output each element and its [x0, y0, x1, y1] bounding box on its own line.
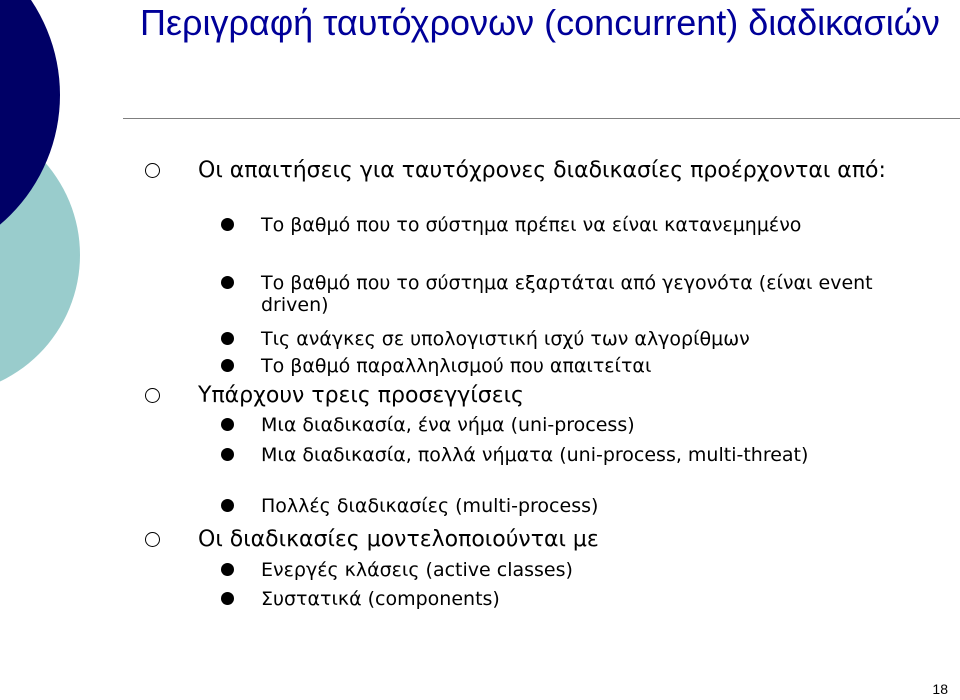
page-number: 18: [932, 681, 948, 697]
filled-bullet-icon: [221, 276, 234, 289]
filled-bullet-icon: [221, 418, 234, 431]
hollow-bullet-icon: [145, 163, 160, 178]
bullet-level2: Μια διαδικασία, ένα νήμα (uni-process): [261, 414, 635, 436]
filled-bullet-icon: [221, 563, 234, 576]
hollow-bullet-icon: [145, 532, 160, 547]
bullet-level2: Το βαθμό παραλληλισμού που απαιτείται: [261, 355, 652, 377]
filled-bullet-icon: [221, 218, 234, 231]
bullet-level2: Συστατικά (components): [261, 588, 500, 610]
bullet-level2: Το βαθμό που το σύστημα πρέπει να είναι κατανεμημένο: [261, 214, 802, 236]
bullet-level1: Υπάρχουν τρεις προσεγγίσεις: [198, 383, 524, 408]
slide-title: Περιγραφή ταυτόχρονων (concurrent) διαδικασιών: [140, 2, 940, 43]
bullet-level2: Μια διαδικασία, πολλά νήματα (uni-process, multi-threat): [261, 444, 809, 466]
filled-bullet-icon: [221, 448, 234, 461]
filled-bullet-icon: [221, 359, 234, 372]
bullet-level2: Πολλές διαδικασίες (multi-process): [261, 495, 599, 517]
bullet-level2: Τις ανάγκες σε υπολογιστική ισχύ των αλγορίθμων: [261, 328, 750, 350]
filled-bullet-icon: [221, 499, 234, 512]
hollow-bullet-icon: [145, 388, 160, 403]
bullet-level2: Το βαθμό που το σύστημα εξαρτάται από γεγονότα (είναι event driven): [261, 272, 873, 316]
bullet-level2: Ενεργές κλάσεις (active classes): [261, 559, 573, 581]
filled-bullet-icon: [221, 332, 234, 345]
bullet-level1: Οι απαιτήσεις για ταυτόχρονες διαδικασίες προέρχονται από:: [198, 158, 886, 183]
bullet-level1: Οι διαδικασίες μοντελοποιούνται με: [198, 527, 599, 552]
filled-bullet-icon: [221, 592, 234, 605]
